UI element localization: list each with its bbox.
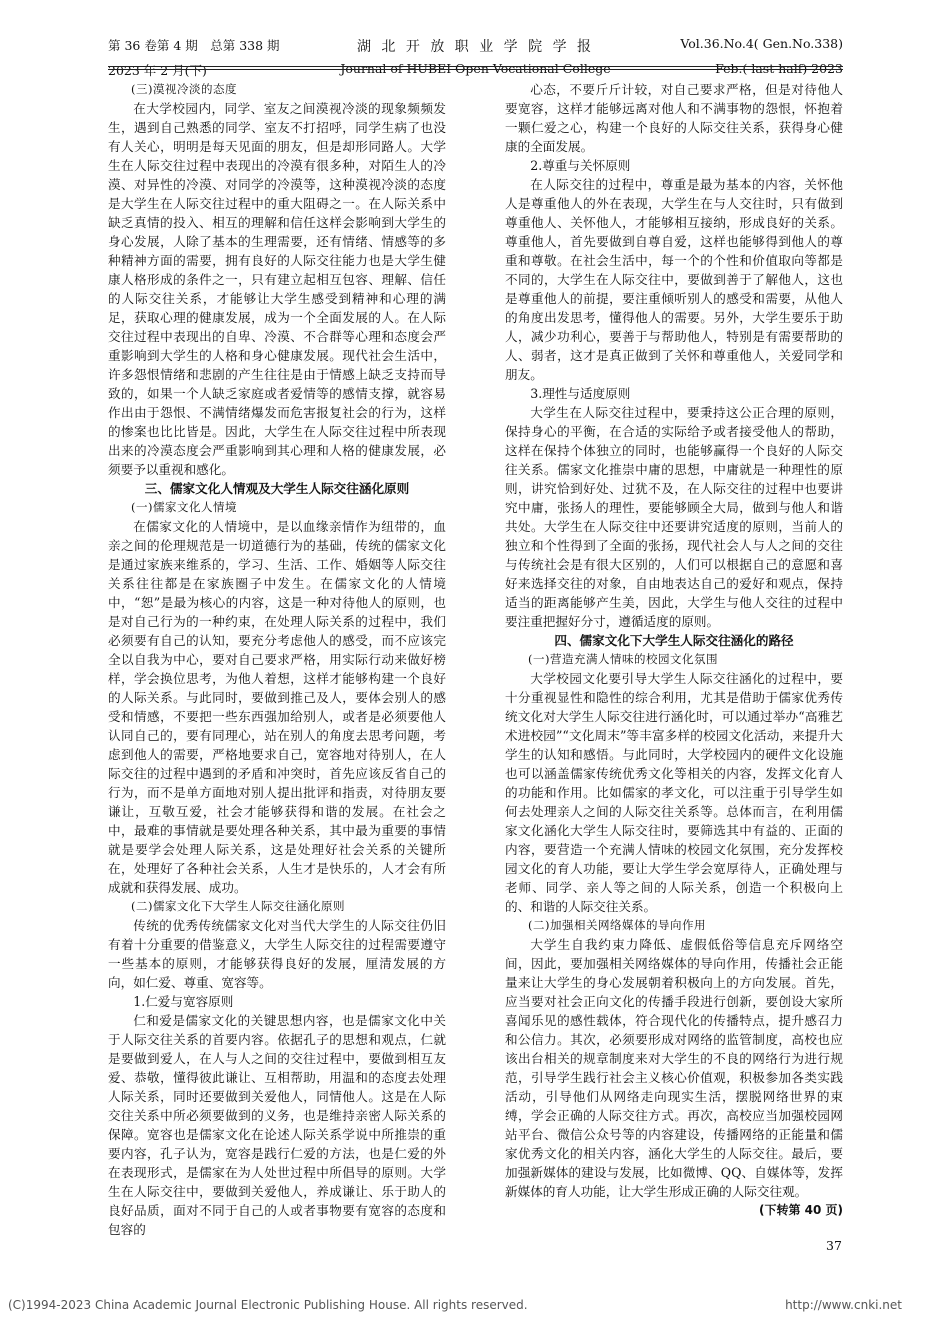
paragraph: 在儒家文化的人情境中，是以血缘亲情作为纽带的，血亲之间的伦理规范是一切道德行为的基础，传统的儒家文化是通过家族来维系的，学习、生活、工作、婚姻等人际交往关系往往都是在家族圈子中发生。在儒家文化的人情境中，“恕”是最为核心的内容，这是一种对待他人的原则，也是对自己行为的一种约束，在处理人际关系的过程中，我们必须要有自己的认知，要充分考虑他人的感受，而不应该完全以自我为中心，要对自己要求严格，用实际行动来做好榜样，学会换位思考，为他人着想，这样才能够构建一个良好的人际关系。与此同时，要做到推己及人，要体会别人的感受和情感，不要把一些东西强加给别人，或者是必须要他人认同自己的，要有同理心，站在别人的角度去思考问题，考虑到他人的需要，严格地要求自己，宽容地对待别人，在人际交往的过程中遇到的矛盾和冲突时，首先应该反省自己的行为，而不是单方面地对别人提出批评和指责，对待朋友要谦让，互敬互爱，社会才能够获得和谐的发展。在社会之中，最难的事情就是要处理各种关系，其中最为重要的事情就是要学会处理人际关系，这是处理好社会关系的关键所在，处理好了各种社会关系，人生才是快乐的，人才会有所成就和获得发展、成功。 — [108, 519, 446, 895]
cnki-link[interactable]: http://www.cnki.net — [785, 1298, 902, 1312]
section-heading: 四、儒家文化下大学生人际交往涵化的路径 — [554, 633, 794, 648]
journal-title-en: Journal of HUBEI Open Vocational College — [340, 61, 611, 76]
page-number: 37 — [826, 1238, 842, 1253]
header-rule-top — [108, 66, 843, 67]
copyright-notice: (C)1994-2023 China Academic Journal Electronic Publishing House. All rights reserved. — [8, 1298, 528, 1312]
paragraph: 传统的优秀传统儒家文化对当代大学生的人际交往仍旧有着十分重要的借鉴意义，大学生人际交往的过程需要遵守一些基本的原则，才能够获得良好的发展，厘清发展的方向，如仁爱、尊重、宽容等。 — [108, 918, 446, 990]
paragraph: 大学校园文化要引导大学生人际交往涵化的过程中，要十分重视显性和隐性的综合利用，尤其是借助于儒家优秀传统文化对大学生人际交往进行涵化时，可以通过举办“高雅艺术进校园”“文化周末”等丰富多样的校园文化活动，来提升大学生的认知和感悟。与此同时，大学校园内的硬件文化设施也可以涵盖儒家传统优秀文化等相关的内容，发挥文化育人的功能和作用。比如儒家的孝文化，可以注重于引导学生如何去处理亲人之间的人际交往关系等。总体而言，在利用儒家文化涵化大学生人际交往时，要筛选其中有益的、正面的内容，要营造一个充满人情味的校园文化氛围，充分发挥校园文化的育人功能，要让大学生学会宽厚待人，正确处理与老师、同学、亲人等之间的人际关系，创造一个积极向上的、和谐的人际交往关系。 — [505, 671, 843, 914]
left-column — [108, 80, 446, 1239]
continued-note: (下转第 40 页) — [758, 1203, 843, 1217]
paragraph-continued: 心态，不要斤斤计较，对自己要求严格，但是对待他人要宽容，这样才能够远离对他人和不满事物的怨恨，怀抱着一颗仁爱之心，构建一个良好的人际交往关系，获得身心健康的全面发展。 — [505, 82, 843, 154]
principle-heading: 2.尊重与关怀原则 — [530, 158, 631, 173]
paragraph: 在大学校园内，同学、室友之间漠视冷淡的现象频频发生，遇到自己熟悉的同学、室友不打招呼，同学生病了也没有人关心，明明是每天见面的朋友，但是却形同路人。大学生在人际交往过程中表现出的冷漠有很多种，对陌生人的冷漠、对异性的冷漠、对同学的冷漠等，这种漠视冷淡的态度是大学生在人际交往过程中的重大阻碍之一。在人际关系中缺乏真情的投入、相互的理解和信任这样会影响到大学生的身心发展，人除了基本的生理需要，还有情绪、情感等的多种精神方面的需要，拥有良好的人际交往能力也是大学生健康人格形成的条件之一，只有建立起相互包容、理解、信任的人际交往关系，才能够让大学生感受到精神和心理的满足，获取心理的健康发展，成为一个全面发展的人。在人际交往过程中表现出的自卑、冷漠、不合群等心理和态度会严重影响到大学生的人格和身心健康发展。现代社会生活中，许多怨恨情绪和悲剧的产生往往是由于情感上缺乏支持而导致的，如果一个人缺乏家庭或者爱情等的感情支撑，就容易作出由于怨恨、不满情绪爆发而危害报复社会的行为，这样的惨案也比比皆是。因此，大学生在人际交往过程中所表现出来的冷漠态度会严重影响到其心理和人格的健康发展，必须要予以重视和感化。 — [108, 101, 446, 477]
subsection-heading: (三)漠视冷淡的态度 — [131, 82, 237, 96]
paragraph: 仁和爱是儒家文化的关键思想内容，也是儒家文化中关于人际交往关系的首要内容。依据孔子的思想和观点，仁就是要做到爱人，在人与人之间的交往过程中，要做到相互友爱、恭敬，懂得彼此谦让、互相帮助，用温和的态度去处理人际关系，同时还要做到关爱他人，同情他人。这是在人际交往关系中所必须要做到的义务，也是维持亲密人际关系的保障。宽容也是儒家文化在论述人际关系学说中所推崇的重要内容，孔子认为，宽容是践行仁爱的方法，也是仁爱的外在表现形式，是儒家在为人处世过程中所倡导的原则。大学生在人际交往中，要做到关爱他人，养成谦让、乐于助人的良好品质，面对不同于自己的人或者事物要有宽容的态度和包容的 — [108, 1013, 446, 1237]
right-column — [505, 80, 843, 1220]
issue-date-en: Feb.( last half) 2023 — [715, 61, 843, 76]
subsection-heading: (二)加强相关网络媒体的导向作用 — [528, 918, 706, 932]
subsection-heading: (一)儒家文化人情境 — [131, 500, 237, 514]
subsection-heading: (一)营造充满人情味的校园文化氛围 — [528, 652, 718, 666]
subsection-heading: (二)儒家文化下大学生人际交往涵化原则 — [131, 899, 345, 913]
section-heading: 三、儒家文化人情观及大学生人际交往涵化原则 — [144, 481, 410, 496]
journal-title-cn: 湖 北 开 放 职 业 学 院 学 报 — [356, 39, 595, 55]
principle-heading: 3.理性与适度原则 — [530, 386, 631, 401]
header-rule-bottom — [108, 69, 843, 70]
issue-date: 2023 年 2 月(下) — [108, 63, 207, 78]
paragraph: 在人际交往的过程中，尊重是最为基本的内容，关怀他人是尊重他人的外在表现，大学生在与人交往时，只有做到尊重他人、关怀他人，才能够相互接纳，形成良好的关系。尊重他人，首先要做到自尊自爱，这样也能够得到他人的尊重和尊敬。在社会生活中，每一个的个性和价值取向等都是不同的，大学生在人际交往中，要做到善于了解他人，这也是尊重他人的前提，要注重倾听别人的感受和需要，从他人的角度出发思考，懂得他人的需要。另外，大学生要乐于助人，减少功利心，要善于与帮助他人，特别是有需要帮助的人、弱者，这才是真正做到了关怀和尊重他人，关爱同学和朋友。 — [505, 177, 843, 382]
paragraph: 大学生自我约束力降低、虚假低俗等信息充斥网络空间，因此，要加强相关网络媒体的导向作用，传播社会正能量来让大学生的身心发展朝着积极向上的方向发展。首先，应当要对社会正向文化的传播手段进行创新，要创设大家所喜闻乐见的感性载体，符合现代化的传播特点，提升感召力和公信力。其次，必须要形成对网络的监管制度，高校也应该出台相关的规章制度来对大学生的不良的网络行为进行规范，引导学生践行社会主义核心价值观，积极参加各类实践活动，引导他们从网络走向现实生活，摆脱网络世界的束缚，学会正确的人际交往方式。再次，高校应当加强校园网站平台、微信公众号等的内容建设，传播网络的正能量和儒家优秀文化的相关内容，涵化大学生的人际交往。最后，要加强新媒体的建设与发展，比如微博、QQ、自媒体等，发挥新媒体的育人功能，让大学生形成正确的人际交往观。 — [505, 937, 843, 1199]
volume-info: Vol.36.No.4( Gen.No.338) — [680, 36, 843, 51]
principle-heading: 1.仁爱与宽容原则 — [133, 994, 234, 1009]
paragraph: 大学生在人际交往过程中，要秉持这公正合理的原则，保持身心的平衡，在合适的实际给予或者接受他人的帮助，这样在保持个体独立的同时，也能够赢得一个良好的人际交往关系。儒家文化推崇中庸的思想，中庸就是一种理性的原则，讲究恰到好处、过犹不及，在人际交往的过程中也要讲究中庸，张扬人的理性，要能够顾全大局，做到与他人和谐共处。大学生在人际交往中还要讲究适度的原则，当前人的独立和个性得到了全面的张扬，现代社会人与人之间的交往与传统社会是有很大区别的，人们可以根据自己的意愿和喜好来选择交往的对象，自由地表达自己的爱好和观点，保持适当的距离能够产生美，因此，大学生与他人交往的过程中要注重把握好分寸，遵循适度的原则。 — [505, 405, 843, 629]
issue-info: 第 36 卷第 4 期 总第 338 期 — [108, 38, 280, 53]
